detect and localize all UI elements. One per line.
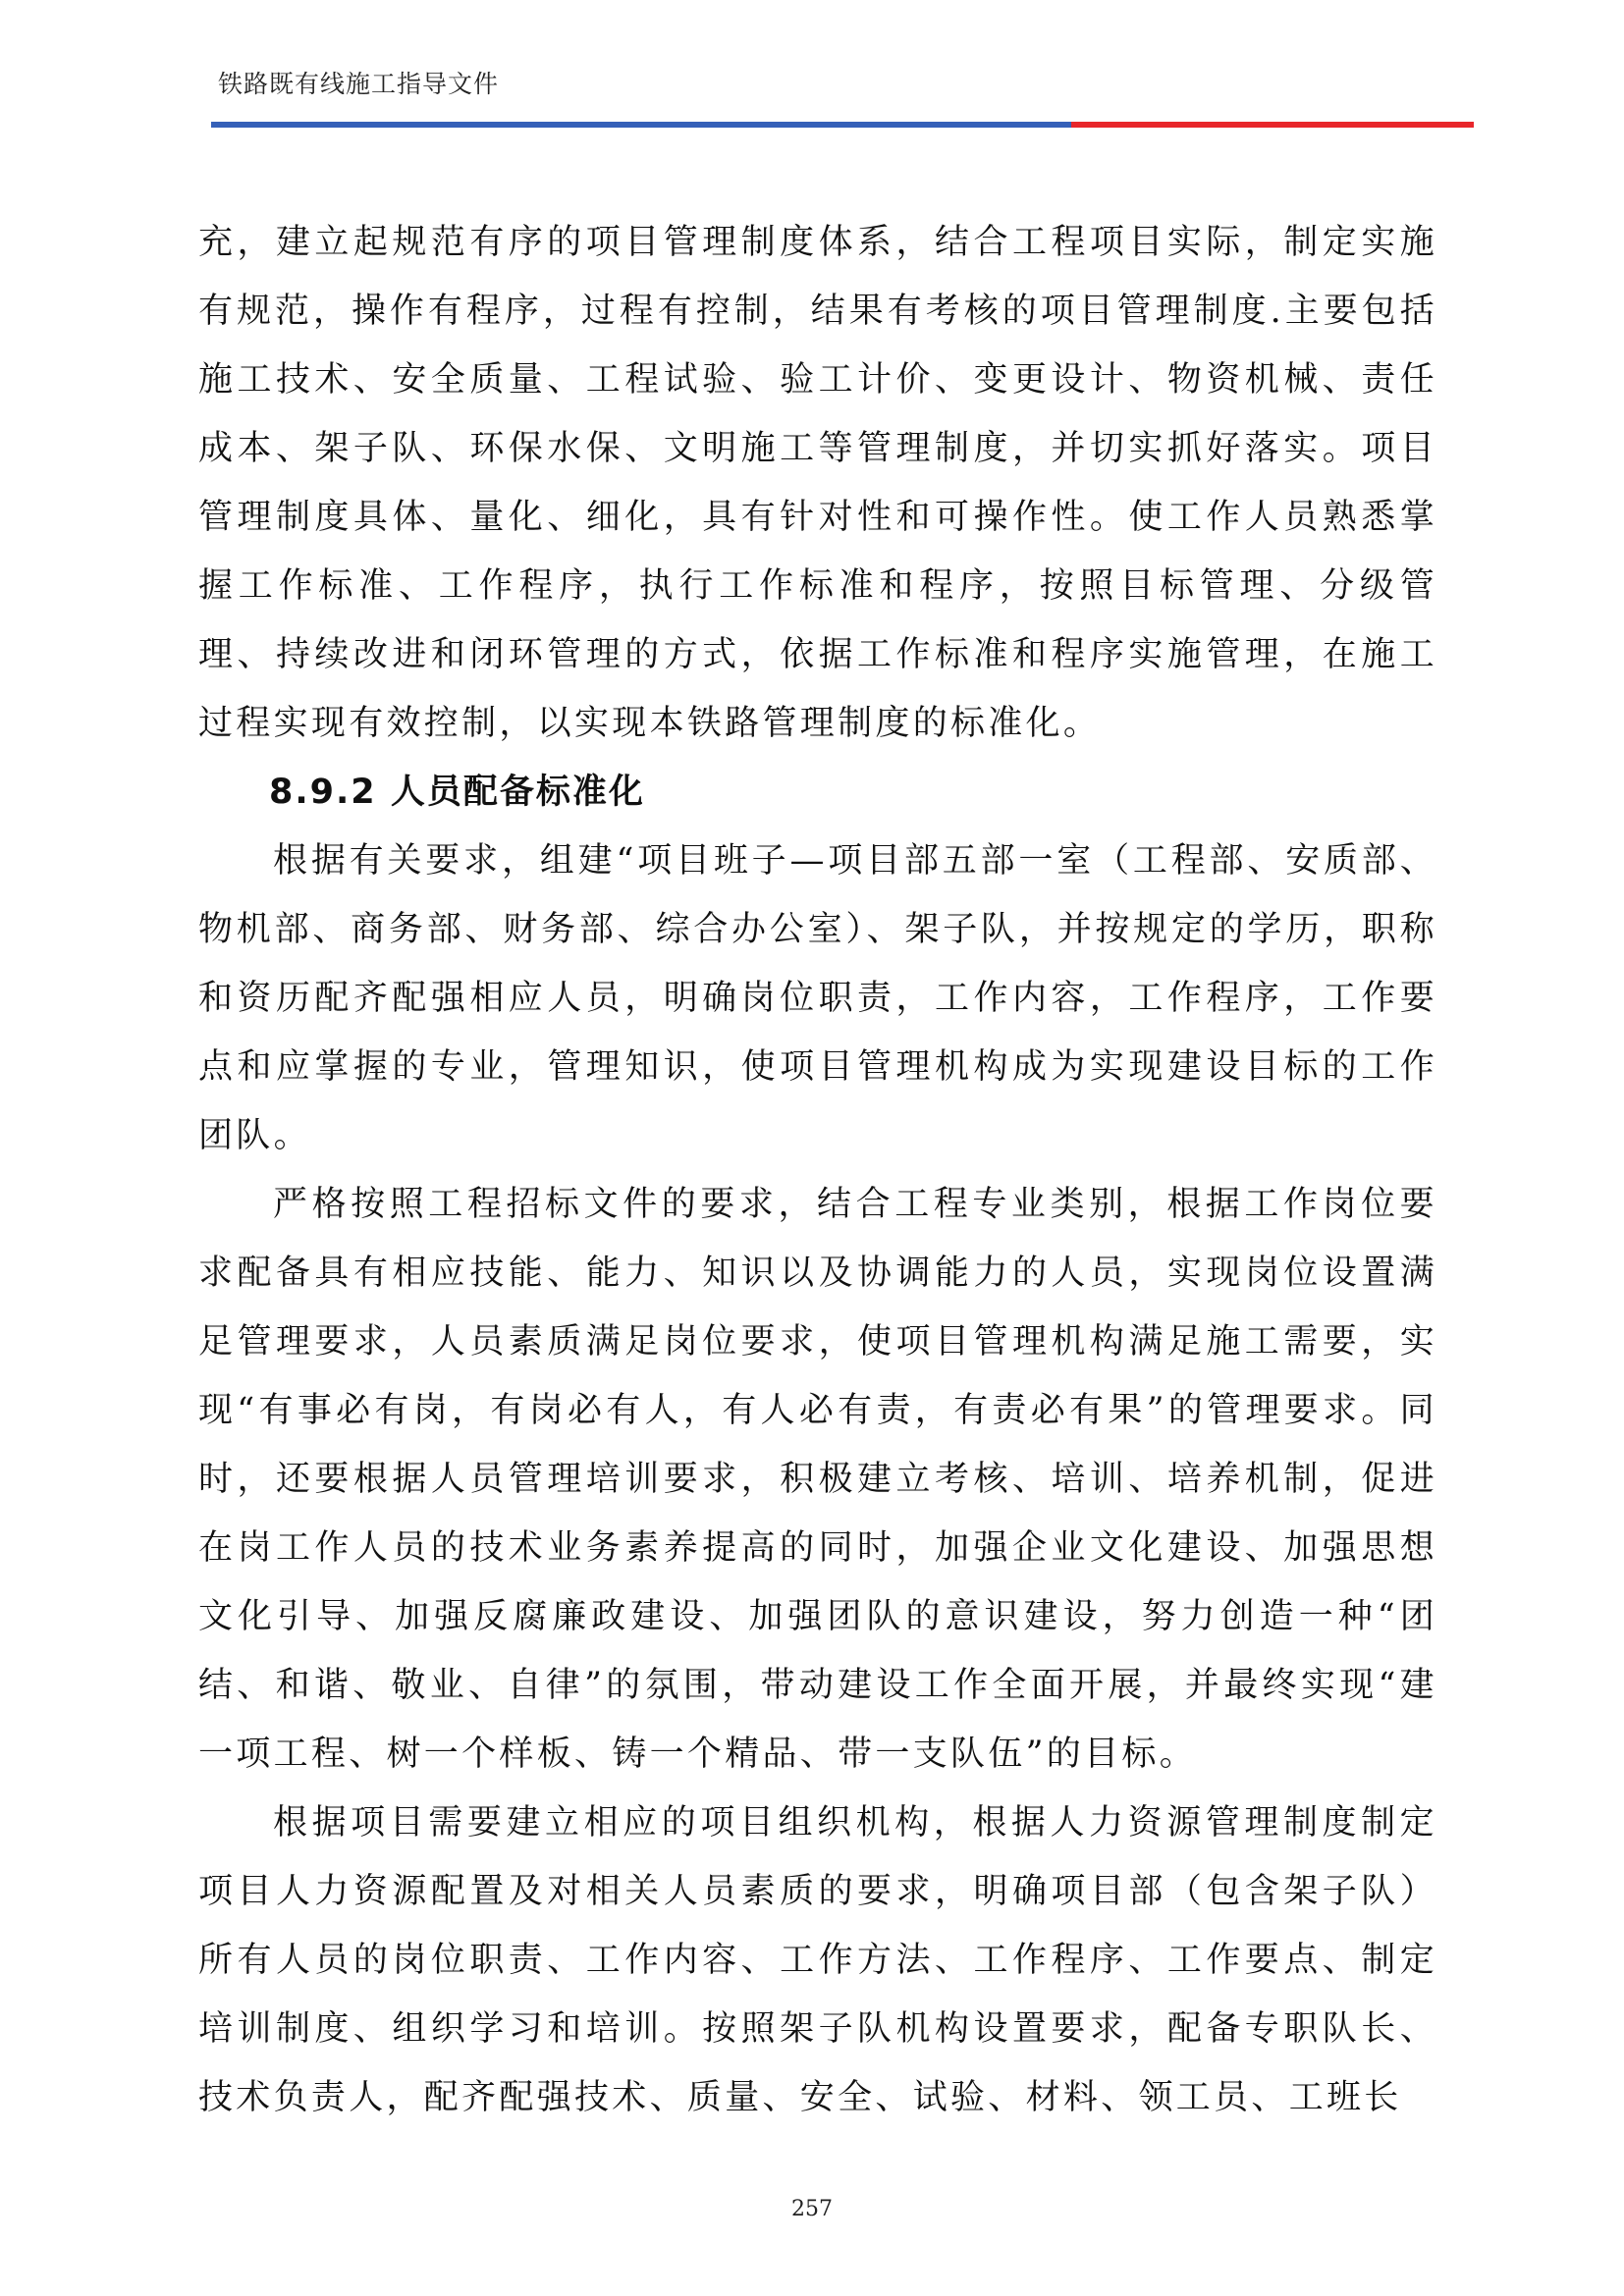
paragraph: 根据项目需要建立相应的项目组织机构，根据人力资源管理制度制定项目人力资源配置及对相关人员素质的要求，明确项目部（包含架子队）所有人员的岗位职责、工作内容、工作方法、工作程序、工作要点、制定培训制度、组织学习和培训。按照架子队机构设置要求，配备专职队长、技术负责人，配齐配强技术、质量、安全、试验、材料、领工员、工班长: [198, 1803, 1437, 2117]
paragraph: 根据有关要求，组建“项目班子—项目部五部一室（工程部、安质部、物机部、商务部、财务部、综合办公室）、架子队，并按规定的学历，职称和资历配齐配强相应人员，明确岗位职责，工作内容，工作程序，工作要点和应掌握的专业，管理知识，使项目管理机构成为实现建设目标的工作团队。: [198, 841, 1437, 1155]
header-rule-blue: [211, 122, 1071, 128]
paragraph-continued: 充，建立起规范有序的项目管理制度体系，结合工程项目实际，制定实施有规范，操作有程序，过程有控制，结果有考核的项目管理制度.主要包括施工技术、安全质量、工程试验、验工计价、变更设计、物资机械、责任成本、架子队、环保水保、文明施工等管理制度，并切实抓好落实。项目管理制度具体、量化、细化，具有针对性和可操作性。使工作人员熟悉掌握工作标准、工作程序，执行工作标准和程序，按照目标管理、分级管理、持续改进和闭环管理的方式，依据工作标准和程序实施管理，在施工过程实现有效控制，以实现本铁路管理制度的标准化。: [198, 223, 1437, 743]
body-text: [198, 208, 1437, 2132]
section-heading: 8.9.2 人员配备标准化: [269, 773, 645, 812]
paragraph: 严格按照工程招标文件的要求，结合工程专业类别，根据工作岗位要求配备具有相应技能、能力、知识以及协调能力的人员，实现岗位设置满足管理要求，人员素质满足岗位要求，使项目管理机构满足施工需要，实现“有事必有岗，有岗必有人，有人必有责，有责必有果”的管理要求。同时，还要根据人员管理培训要求，积极建立考核、培训、培养机制，促进在岗工作人员的技术业务素养提高的同时，加强企业文化建设、加强思想文化引导、加强反腐廉政建设、加强团队的意识建设，努力创造一种“团结、和谐、敬业、自律”的氛围，带动建设工作全面开展，并最终实现“建一项工程、树一个样板、铸一个精品、带一支队伍”的目标。: [198, 1185, 1437, 1774]
page-number: 257: [791, 2197, 833, 2221]
header-rule: [211, 122, 1474, 128]
header-rule-red: [1071, 122, 1474, 128]
header-title: 铁路既有线施工指导文件: [218, 70, 500, 98]
